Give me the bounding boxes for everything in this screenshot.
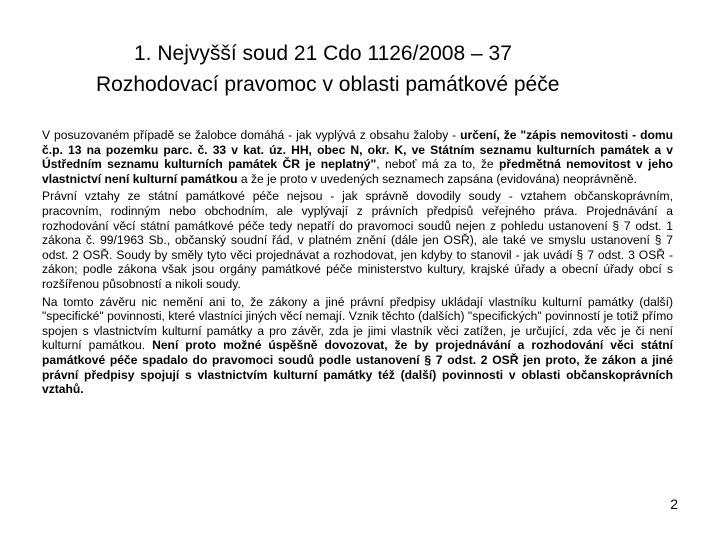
- slide-title-line2: Rozhodovací pravomoc v oblasti památkové péče: [96, 73, 560, 96]
- body-text: [42, 128, 673, 400]
- paragraph-1-text-2: , neboť má za to, že: [376, 157, 499, 172]
- paragraph-2-text-1: Právní vztahy ze státní památkové péče nejsou - jak správně dovodily soudy - vztahem občanskoprávním, pracovním, rodinným nebo obchodním, ale vyplývají z právních předpisů veřejného práva. Projednávání a rozhodování věcí státní památkové péče tedy nepatří do pravomoci soudů nejen z pohledu ustanovení § 7 odst. 1 zákona č. 99/1963 Sb., občanský soudní řád, v platném znění (dále jen OSŘ), ale také ve smyslu ustanovení § 7 odst. 2 OSŘ. Soudy by směly tyto věci projednávat a rozhodovat, jen kdyby to stanovil - jak uvádí § 7 odst. 3 OSŘ - zákon; podle zákona však jsou orgány památkové péče ministerstvo kultury, krajské úřady a obecní úřady obcí s rozšířenou působností a nikoli soudy.: [42, 189, 673, 291]
- paragraph-1-text-1: V posuzovaném případě se žalobce domáhá - jak vyplývá z obsahu žaloby -: [42, 128, 461, 142]
- paragraph-3-text-1: Na tomto závěru nic nemění ani to, že zákony a jiné právní předpisy ukládají vlastníku kulturní památky (další) "specifické" povinnosti, které vlastníci jiných věcí nemají. Vznik těchto (dalších) "specifických" povinností je totiž přímo spojen s vlastnictvím kulturní památky a pro závěr, zda je jimi vlastník věci zatížen, je určující, zda věc je či není kulturní památkou.: [42, 294, 673, 353]
- paragraph-1-text-3: a že je proto v uvedených seznamech zapsána (evidována) neoprávněně.: [237, 171, 637, 186]
- paragraph-2: [42, 189, 673, 291]
- paragraph-3-bold-1: Není proto možné úspěšně dovozovat, že by projednávání a rozhodování věci státní památkové péče spadalo do pravomoci soudů podle ustanovení § 7 odst. 2 OSŘ jen proto, že zákon a jiné právní předpisy spojují s vlastnictvím kulturní památky též (další) povinnosti v oblasti občanskoprávních vztahů.: [42, 338, 674, 397]
- paragraph-1: [42, 128, 673, 186]
- paragraph-1-bold-2: předmětná nemovitost v jeho vlastnictví není kulturní památkou: [42, 157, 673, 186]
- page-number: 2: [670, 496, 678, 512]
- slide-title-line1: 1. Nejvyšší soud 21 Cdo 1126/2008 – 37: [134, 42, 512, 65]
- slide-title: [96, 38, 696, 100]
- paragraph-3: [42, 295, 673, 397]
- paragraph-1-bold-1: určení, že "zápis nemovitosti - domu č.p. 13 na pozemku parc. č. 33 v kat. úz. HH, obec N, okr. K, ve Státním seznamu kulturních památek a v Ústředním seznamu kulturních památek ČR je neplatný": [42, 128, 673, 172]
